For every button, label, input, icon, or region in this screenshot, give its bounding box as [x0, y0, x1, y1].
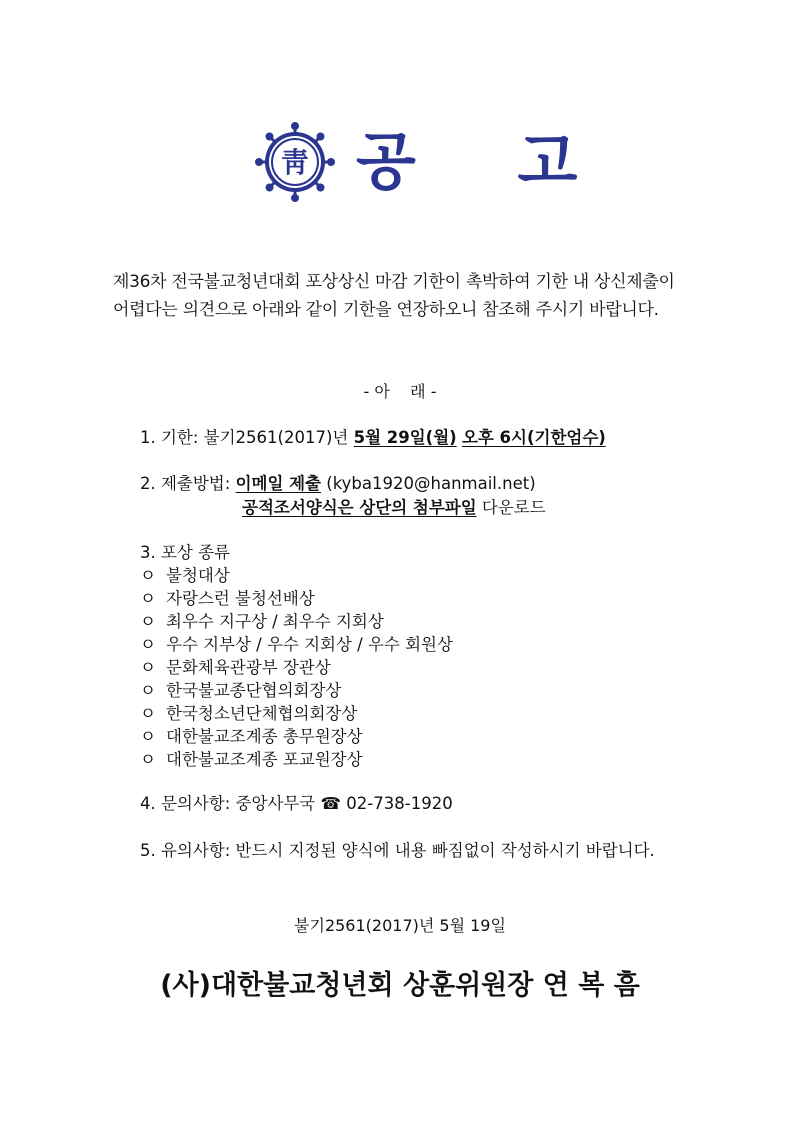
intro-line-1: 제36차 전국불교청년대회 포상상신 마감 기한이 촉박하여 기한 내 상신제출이	[113, 272, 675, 292]
dharma-wheel-logo-icon	[255, 122, 335, 202]
bullet-icon: ㅇ	[140, 589, 156, 608]
deadline-date: 5월 29일(월)	[353, 428, 457, 447]
award-item	[140, 564, 230, 588]
award-name: 불청대상	[166, 566, 230, 585]
signer-line: (사)대한불교청년회 상훈위원장 연 복 흠	[160, 970, 640, 1001]
award-name: 자랑스런 불청선배상	[166, 589, 315, 608]
notice-heading: - 아 래 -	[363, 382, 437, 401]
awards-heading: 3. 포상 종류	[140, 543, 230, 562]
logo-glyph: 靑	[280, 146, 310, 179]
telephone-icon: ☎	[320, 794, 342, 813]
bullet-icon: ㅇ	[140, 704, 156, 723]
bullet-icon: ㅇ	[140, 566, 156, 585]
bullet-icon: ㅇ	[140, 612, 156, 631]
bullet-icon: ㅇ	[140, 658, 156, 677]
notice-date: 불기2561(2017)년 5월 19일	[294, 916, 506, 935]
method-item	[140, 472, 536, 496]
award-item	[140, 656, 331, 680]
award-name: 한국청소년단체협의회장상	[166, 704, 358, 723]
page-title: 공 고	[356, 125, 618, 198]
method-form-line	[242, 496, 546, 520]
award-name: 한국불교종단협의회장상	[166, 681, 342, 700]
award-item	[140, 725, 363, 749]
award-item	[140, 610, 384, 634]
award-name: 문화체육관광부 장관상	[166, 658, 331, 677]
form-download-suffix: 다운로드	[476, 498, 546, 517]
bullet-icon: ㅇ	[140, 750, 156, 769]
method-label: 2. 제출방법:	[140, 474, 236, 493]
inquiry-item	[140, 792, 453, 816]
award-item	[140, 633, 453, 657]
award-name: 대한불교조계종 총무원장상	[166, 727, 363, 746]
notice-header	[0, 122, 800, 202]
phone-number: 02-738-1920	[341, 794, 453, 813]
intro-paragraph	[113, 268, 693, 324]
deadline-item	[140, 426, 606, 450]
intro-line-2: 어렵다는 의견으로 아래와 같이 기한을 연장하오니 참조해 주시기 바랍니다.	[113, 300, 659, 320]
caution-item: 5. 유의사항: 반드시 지정된 양식에 내용 빠짐없이 작성하시기 바랍니다.	[140, 841, 655, 860]
award-item	[140, 587, 315, 611]
award-item	[140, 702, 357, 726]
bullet-icon: ㅇ	[140, 635, 156, 654]
award-item	[140, 748, 363, 772]
email-address: (kyba1920@hanmail.net)	[321, 474, 536, 493]
inquiry-label: 4. 문의사항: 중앙사무국	[140, 794, 321, 813]
bullet-icon: ㅇ	[140, 727, 156, 746]
form-attachment-link[interactable]: 공적조서양식은 상단의 첨부파일	[242, 498, 477, 517]
award-item	[140, 679, 341, 703]
bullet-icon: ㅇ	[140, 681, 156, 700]
award-name: 우수 지부상 / 우수 지회상 / 우수 회원상	[166, 635, 453, 654]
deadline-label: 1. 기한: 불기2561(2017)년	[140, 428, 354, 447]
deadline-time: 오후 6시(기한엄수)	[461, 428, 606, 447]
award-name: 최우수 지구상 / 최우수 지회상	[166, 612, 384, 631]
email-submit-label: 이메일 제출	[235, 474, 322, 493]
award-name: 대한불교조계종 포교원장상	[166, 750, 363, 769]
